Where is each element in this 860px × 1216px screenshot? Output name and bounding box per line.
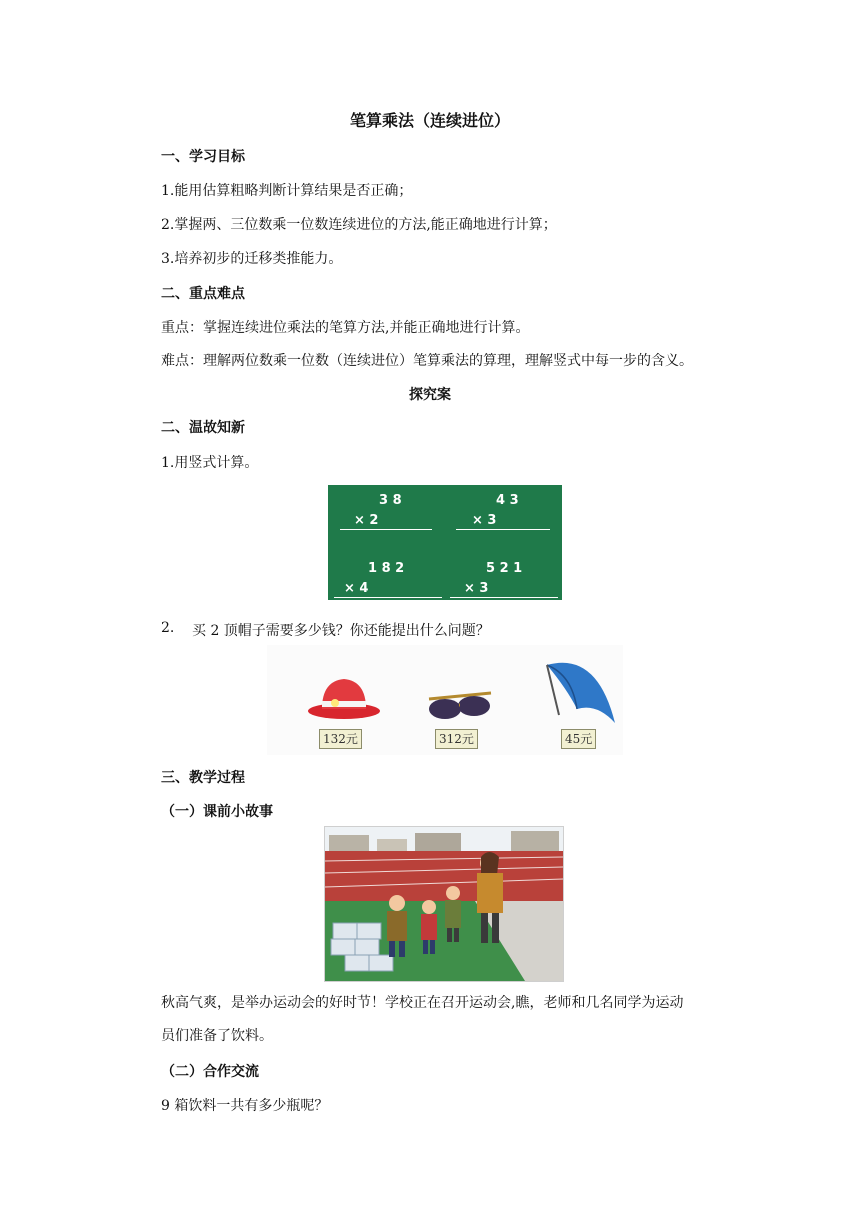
sub-heading-cooperation: （二）合作交流	[161, 1064, 259, 1080]
sub-heading-story: （一）课前小故事	[161, 804, 273, 820]
problem-2-multiplier: × 3	[472, 513, 497, 528]
goal-item-3: 3.培养初步的迁移类推能力。	[161, 251, 343, 267]
problem-1-line	[340, 529, 432, 530]
section-heading-process: 三、教学过程	[161, 770, 245, 786]
problem-4-multiplicand: 5 2 1	[486, 561, 523, 576]
problem-2-multiplicand: 4 3	[496, 493, 519, 508]
explore-heading: 探究案	[409, 387, 451, 403]
chalkboard-image	[328, 485, 562, 600]
problem-1-multiplier: × 2	[354, 513, 379, 528]
umbrella-price-tag: 45元	[561, 729, 596, 749]
section-heading-goals: 一、学习目标	[161, 149, 245, 165]
problem-3-multiplier: × 4	[344, 581, 369, 596]
goal-item-1: 1.能用估算粗略判断计算结果是否正确；	[161, 183, 413, 199]
playground-drawing	[325, 827, 563, 981]
question-2-text: 买 2 顶帽子需要多少钱？你还能提出什么问题？	[192, 623, 490, 639]
story-paragraph-line-1: 秋高气爽，是举办运动会的好时节！学校正在召开运动会,瞧，老师和几名同学为运动	[161, 995, 684, 1011]
playground-scene-image	[324, 826, 564, 982]
key-point-text: 重点：掌握连续进位乘法的笔算方法,并能正确地进行计算。	[161, 320, 530, 336]
sunglasses-icon	[429, 693, 491, 719]
section-heading-keypoints: 二、重点难点	[161, 286, 245, 302]
story-paragraph-line-2: 员们准备了饮料。	[161, 1028, 273, 1044]
problem-3-multiplicand: 1 8 2	[368, 561, 405, 576]
price-items-image	[267, 645, 623, 755]
question-1: 1.用竖式计算。	[161, 455, 259, 471]
problem-3-line	[334, 597, 442, 598]
hat-icon	[308, 679, 380, 719]
difficulty-text: 难点：理解两位数乘一位数（连续进位）笔算乘法的算理，理解竖式中每一步的含义。	[161, 353, 693, 369]
sunglasses-price-tag: 312元	[435, 729, 478, 749]
section-heading-review: 二、温故知新	[161, 420, 245, 436]
hat-price-tag: 132元	[319, 729, 362, 749]
question-2-number: 2.	[161, 620, 175, 636]
problem-1-multiplicand: 3 8	[379, 493, 402, 508]
question-boxes: 9 箱饮料一共有多少瓶呢？	[161, 1098, 329, 1114]
problem-4-multiplier: × 3	[464, 581, 489, 596]
page-title: 笔算乘法（连续进位）	[349, 111, 510, 130]
umbrella-icon	[547, 663, 615, 723]
problem-2-line	[456, 529, 550, 530]
goal-item-2: 2.掌握两、三位数乘一位数连续进位的方法,能正确地进行计算；	[161, 217, 557, 233]
problem-4-line	[450, 597, 558, 598]
